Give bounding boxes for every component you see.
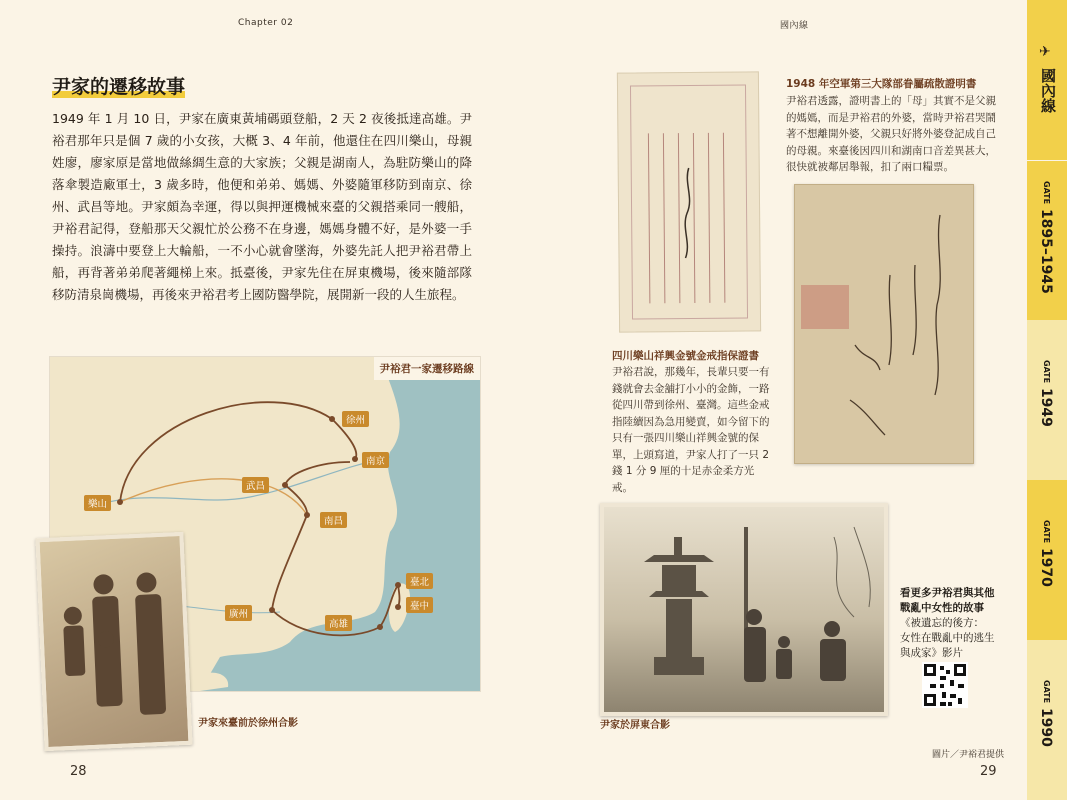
gold-ring-certificate-image <box>617 71 761 332</box>
article-title-text: 尹家的遷移故事 <box>52 76 186 98</box>
gate-year-4: 1990 <box>1038 707 1054 747</box>
city-leshan: 樂山 <box>84 495 111 511</box>
gate-label-2: GATE <box>1042 360 1051 384</box>
tab-gate-1970-label <box>1038 520 1054 587</box>
tab-gate-1990[interactable] <box>1027 640 1067 800</box>
article-title <box>52 72 185 99</box>
page-number-left: 28 <box>70 764 87 779</box>
page-number-right: 29 <box>980 764 997 779</box>
gate-label-1: GATE <box>1042 181 1051 205</box>
pingtung-scene <box>604 507 884 712</box>
tab-gate-1949[interactable] <box>1027 320 1067 480</box>
xuzhou-photo-caption: 尹家來臺前於徐州合影 <box>198 718 298 729</box>
tab-current-domestic[interactable] <box>1027 0 1067 160</box>
xuzhou-family-photo <box>35 532 192 751</box>
pingtung-photo-caption: 尹家於屏東合影 <box>600 720 670 731</box>
family-figures <box>40 536 189 747</box>
map-title: 尹裕君一家遷移路線 <box>374 357 481 380</box>
pingtung-family-photo <box>600 503 888 716</box>
chapter-label: Chapter 02 <box>238 18 294 28</box>
tab-gate-1895[interactable] <box>1027 160 1067 321</box>
gate-year-1: 1895–1945 <box>1038 208 1054 294</box>
gate-label-3: GATE <box>1042 520 1051 544</box>
promo-line-3: 《被遺忘的後方： <box>900 617 984 629</box>
promo-line-2: 戰亂中女性的故事 <box>900 602 984 614</box>
city-xuzhou: 徐州 <box>342 411 369 427</box>
airplane-icon: ✈ <box>1039 44 1051 60</box>
tab-gate-1949-label <box>1038 360 1054 427</box>
qr-code-icon[interactable] <box>922 662 968 708</box>
tab-gate-1895-label <box>1038 181 1054 294</box>
photo-credit: 圖片／尹裕君提供 <box>932 750 1005 760</box>
city-nanjing: 南京 <box>362 452 389 468</box>
doc2-text: 尹裕君說，那幾年，長輩只要一有錢就會去金舖打小小的金飾，一路從四川帶到徐州、臺灣。這些金戒指陸續因為急用變賣，如今留下的只有一張四川樂山祥興金號的保單，上頭寫道，尹家人打了一只 2 錢 1 分 9 厘的十足赤金柔方光戒。 <box>612 366 770 494</box>
evacuation-certificate-image <box>794 184 974 464</box>
doc2-title: 四川樂山祥興金號金戒指保證書 <box>612 350 759 362</box>
tab-current-label: 國內線 <box>1039 68 1057 113</box>
evacuation-script <box>795 185 973 463</box>
article-body: 1949 年 1 月 10 日，尹家在廣東黃埔碼頭登船，2 天 2 夜後抵達高雄。尹裕君那年只是個 7 歲的小女孩，大概 3、4 年前，他還住在四川樂山，母親姓廖，廖家原是當地做絲綢生意的大家族；父親是湖南人，為駐防樂山的降落傘製造廠軍士，3 歲多時，他便和弟弟、媽媽、外婆隨軍移防到南京、徐州、武昌等地。尹家頗為幸運，得以與押運機械來臺的父親搭乘同一艘船，尹裕君記得，登船那天父親忙於公務不在身邊，媽媽身體不好，是外婆一手操持。浪濤中要登上大輪船，一不小心就會墜海，外婆先託人把尹裕君帶上船，再背著弟弟爬著繩梯上來。抵臺後，尹家先住在屏東機場，後來隨部隊移防清泉崗機場，再後來尹裕君考上國防醫學院，展開新一段的人生旅程。 <box>52 111 472 302</box>
gate-year-2: 1949 <box>1038 387 1054 427</box>
gate-year-3: 1970 <box>1038 547 1054 587</box>
promo-line-4: 女性在戰亂中的逃生 <box>900 632 995 644</box>
city-taichung: 臺中 <box>406 597 433 613</box>
promo-line-1: 看更多尹裕君與其他 <box>900 587 995 599</box>
tab-gate-1970[interactable] <box>1027 480 1067 640</box>
gate-label-4: GATE <box>1042 680 1051 704</box>
doc1-title: 1948 年空軍第三大隊部眷屬疏散證明書 <box>786 78 977 90</box>
city-kaohsiung: 高雄 <box>325 615 352 631</box>
city-wuchang: 武昌 <box>242 477 269 493</box>
doc1-text: 尹裕君透露，證明書上的「母」其實不是父親的媽媽，而是尹裕君的外婆，當時尹裕君哭鬧著不想離開外婆，父親只好將外婆登記成自己的母親。來臺後因四川和湖南口音差異甚大，很快就被鄰居舉報，扣了兩口糧票。 <box>786 95 996 173</box>
city-guangzhou: 廣州 <box>225 605 252 621</box>
certificate-script <box>618 72 760 331</box>
tab-gate-1990-label <box>1038 680 1054 747</box>
city-nanchang: 南昌 <box>320 512 347 528</box>
video-promo <box>900 586 1010 661</box>
section-label: 國內線 <box>780 21 809 31</box>
promo-line-5: 與成家》影片 <box>900 647 963 659</box>
city-taipei: 臺北 <box>406 573 433 589</box>
